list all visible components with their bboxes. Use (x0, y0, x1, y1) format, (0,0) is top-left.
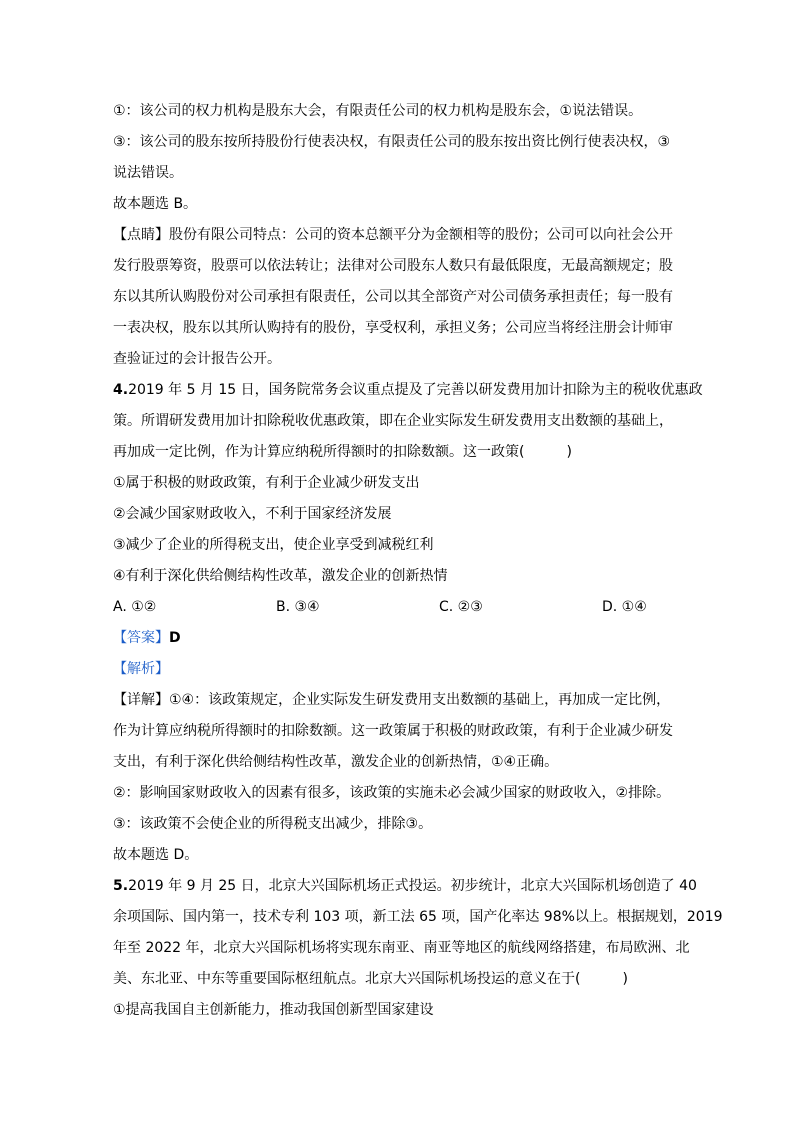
statement-1: ①属于积极的财政政策，有利于企业减少研发支出 (113, 475, 420, 491)
dianjing-label: 【点睛】 (113, 227, 169, 243)
question-5-stem (113, 871, 697, 902)
text-line: 发行股票筹资，股票可以依法转让；法律对公司股东人数只有最低限度，无最高额规定；股 (113, 258, 673, 274)
text-line: 再加成一定比例，作为计算应纳税所得额时的扣除数额。这一政策( ) (113, 444, 572, 460)
dianjing-paragraph (113, 220, 687, 251)
statement-4: ④有利于深化供给侧结构性改革，激发企业的创新热情 (113, 568, 448, 584)
statement-1: ①提高我国自主创新能力，推动我国创新型国家建设 (113, 1002, 434, 1018)
option-a: A. ①② (113, 599, 157, 615)
text-line: ③：该政策不会使企业的所得税支出减少，排除③。 (113, 816, 433, 832)
text-line: 支出，有利于深化供给侧结构性改革，激发企业的创新热情，①④正确。 (113, 754, 559, 770)
statement-3: ③减少了企业的所得税支出，使企业享受到减税红利 (113, 537, 434, 553)
question-4-stem (113, 375, 703, 406)
answer-label: 【答案】 (113, 630, 169, 646)
text-line: 说法错误。 (113, 165, 183, 181)
text-line: ②：影响国家财政收入的因素有很多，该政策的实施未必会减少国家的财政收入，②排除。 (113, 785, 671, 801)
option-b: B. ③④ (276, 599, 320, 615)
text-line: 策。所谓研发费用加计扣除税收优惠政策，即在企业实际发生研发费用支出数额的基础上， (113, 413, 673, 429)
analysis-label: 【解析】 (113, 661, 169, 677)
detail-paragraph (113, 685, 687, 716)
answer-line (113, 623, 687, 654)
question-number: 4. (113, 382, 129, 398)
text-line: 东以其所认购股份对公司承担有限责任，公司以其全部资产对公司债务承担责任；每一股有 (113, 289, 673, 305)
option-c: C. ②③ (439, 599, 483, 615)
text-line: ③：该公司的股东按所持股份行使表决权，有限责任公司的股东按出资比例行使表决权，③ (113, 134, 671, 150)
detail-text: ①④：该政策规定，企业实际发生研发费用支出数额的基础上，再加成一定比例， (169, 692, 671, 708)
document-page (113, 96, 723, 1026)
text-line: ①：该公司的权力机构是股东大会，有限责任公司的权力机构是股东会，①说法错误。 (113, 103, 643, 119)
answer-value: D (169, 630, 181, 646)
question-number: 5. (113, 878, 129, 894)
text-line: 美、东北亚、中东等重要国际枢纽航点。北京大兴国际机场投运的意义在于( ) (113, 971, 628, 987)
text-line: 故本题选 B。 (113, 196, 198, 212)
answer-options (113, 592, 687, 623)
text-line: 余项国际、国内第一，技术专利 103 项，新工法 65 项，国产化率达 98%以上。根据规划，2019 (113, 909, 723, 925)
question-text: 2019 年 5 月 15 日，国务院常务会议重点提及了完善以研发费用加计扣除为主的税收优惠政 (128, 382, 703, 398)
text-line: 查验证过的会计报告公开。 (113, 351, 281, 367)
statement-2: ②会减少国家财政收入，不利于国家经济发展 (113, 506, 392, 522)
text-line: 一表决权，股东以其所认购持有的股份，享受权利，承担义务；公司应当将经注册会计师审 (113, 320, 673, 336)
question-text: 2019 年 9 月 25 日，北京大兴国际机场正式投运。初步统计，北京大兴国际机场创造了 40 (128, 878, 697, 894)
detail-label: 【详解】 (113, 692, 169, 708)
dianjing-text: 股份有限公司特点：公司的资本总额平分为金额相等的股份；公司可以向社会公开 (169, 227, 673, 243)
text-line: 年至 2022 年，北京大兴国际机场将实现东南亚、南亚等地区的航线网络搭建，布局欧洲、北 (113, 940, 690, 956)
text-line: 作为计算应纳税所得额时的扣除数额。这一政策属于积极的财政政策，有利于企业减少研发 (113, 723, 673, 739)
text-line: 故本题选 D。 (113, 847, 199, 863)
option-d: D. ①④ (602, 599, 647, 615)
